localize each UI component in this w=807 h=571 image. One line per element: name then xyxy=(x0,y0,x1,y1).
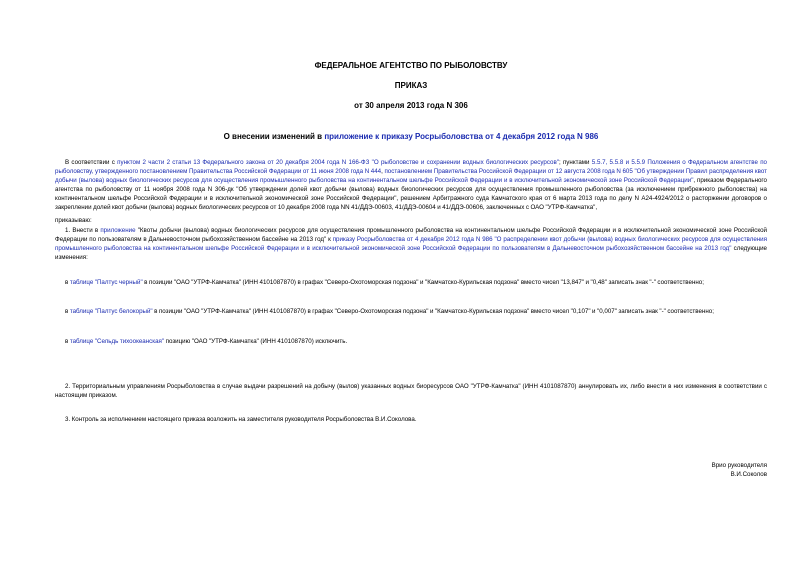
item-1-text-1: 1. Внести в xyxy=(65,227,101,234)
item-3-paragraph xyxy=(55,415,767,424)
table-black-halibut-link[interactable]: таблице "Палтус черный" xyxy=(69,279,143,286)
item-1-text-2: "Квоты добычи (вылова) водных биологических ресурсов для осуществления промышленного рыболовства на континентальном шельфе Российской Федерации и в исключительной экономической зоне Российской Федерации по пользователям в Дальневосточном рыбохозяйственном бассейне на 2013 год" к xyxy=(55,227,767,244)
subject-link[interactable]: приложение к приказу Росрыболовства от 4 декабря 2012 года N 986 xyxy=(324,132,599,141)
preamble-text-1: В соответствии с xyxy=(65,159,118,166)
subject-prefix: О внесении изменений в xyxy=(223,132,325,141)
signature-name: В.И.Соколов xyxy=(730,471,767,478)
document-type: ПРИКАЗ xyxy=(394,81,428,90)
item-1-paragraph xyxy=(55,226,767,262)
table-pacific-herring-link[interactable]: таблице "Сельдь тихоокеанская" xyxy=(69,338,165,345)
law-link[interactable]: пунктом 2 части 2 статьи 13 Федерального закона от 20 декабря 2004 года N 166-ФЗ "О рыболовстве и сохранении водных биологических ресурсов" xyxy=(117,159,559,166)
item-a-text-1: в xyxy=(65,279,70,286)
item-a-text-2: в позиции "ОАО "УТРФ-Камчатка" (ИНН 4101087870) в графах "Северо-Охотоморская подзона" и "Камчатско-Курильская подзона" вместо чисел "13,847" и "0,48" записать знак "-" соответственно; xyxy=(142,279,704,286)
agency-title: ФЕДЕРАЛЬНОЕ АГЕНТСТВО ПО РЫБОЛОВСТВУ xyxy=(314,61,508,70)
item-c-text-2: позицию "ОАО "УТРФ-Камчатка" (ИНН 4101087870) исключить. xyxy=(164,338,348,345)
table-white-halibut-link[interactable]: таблице "Палтус белокорый" xyxy=(69,308,153,315)
item-c-text-1: в xyxy=(65,338,70,345)
signature-title: Врио руководителя xyxy=(711,462,767,469)
order-986-link[interactable]: приказу Росрыболовства от 4 декабря 2012 года N 986 "О распределении квот добычи (вылова) водных биологических ресурсов для осуществления промышленного рыболовства на континентальном шельфе Российской Федерации и в исключительной экономической зоне Российской Федерации по пользователям в Дальневосточном рыбохозяйственном бассейне на 2013 год" xyxy=(55,236,767,253)
preamble-paragraph xyxy=(55,158,767,213)
appendix-link[interactable]: приложение xyxy=(100,227,136,234)
item-b-text-1: в xyxy=(65,308,70,315)
item-b-paragraph xyxy=(55,307,767,316)
regulation-link[interactable]: 5.5.7, 5.5.8 и 5.5.9 Положения о Федеральном агентстве по рыболовству, утвержденного постановлением Правительства Российской Федерации от 11 июня 2008 года N 444 xyxy=(55,159,767,176)
item-3-text: 3. Контроль за исполнением настоящего приказа возложить на заместителя руководителя Росрыболовства В.И.Соколова. xyxy=(65,416,417,423)
preamble-text-4: , приказом Федерального агентства по рыболовству от 11 ноября 2008 года N 306-дк "Об утверждении долей квот добычи (вылова) водных биологических ресурсов для осуществления промышленного рыболовства (за исключением прибрежного рыболовства) на континентальном шельфе Российской Федерации и в исключительной экономической зоне Российской Федерации", решением Арбитражного суда Камчатского края от 6 марта 2013 года по делу N А24-4924/2012 о расторжении договоров о закреплении долей квот добычи (вылова) водных биологических ресурсов от 10 декабря 2008 года NN 41/ДДЭ-00603, 41/ДДЭ-00604 и 41/ДДЭ-00606, заключенных с ОАО "УТРФ-Камчатка", xyxy=(55,177,767,212)
document-subject xyxy=(55,132,767,142)
item-c-paragraph xyxy=(55,337,767,346)
document-page xyxy=(55,0,767,571)
document-date: от 30 апреля 2013 года N 306 xyxy=(354,101,468,110)
item-1-text-3: следующие изменения: xyxy=(55,245,767,262)
item-2-text: 2. Территориальным управлениям Росрыболовства в случае выдачи разрешений на добычу (вылов) указанных водных биоресурсов ОАО "УТРФ-Камчатка" (ИНН 4101087870) аннулировать их, либо внести в них изменения в соответствии с настоящим приказом. xyxy=(55,383,767,400)
preamble-text-2: ; пунктами xyxy=(558,159,592,166)
preamble-text-3: , xyxy=(381,168,385,176)
item-2-paragraph xyxy=(55,382,767,400)
item-b-text-2: в позиции "ОАО "УТРФ-Камчатка" (ИНН 4101087870) в графах "Северо-Охотоморская подзона" и "Камчатско-Курильская подзона" вместо чисел "0,107" и "0,007" записать знак "-" соответственно; xyxy=(152,308,714,315)
ordered-label: приказываю: xyxy=(55,217,92,224)
item-a-paragraph xyxy=(55,278,767,287)
resolution-link[interactable]: постановлением Правительства Российской Федерации от 12 августа 2008 года N 605 "Об утверждении Правил распределения квот добычи (вылова) водных биологических ресурсов для осуществления промышленного рыболовства на континентальном шельфе Российской Федерации и в исключительной экономической зоне Российской Федерации" xyxy=(55,168,767,185)
